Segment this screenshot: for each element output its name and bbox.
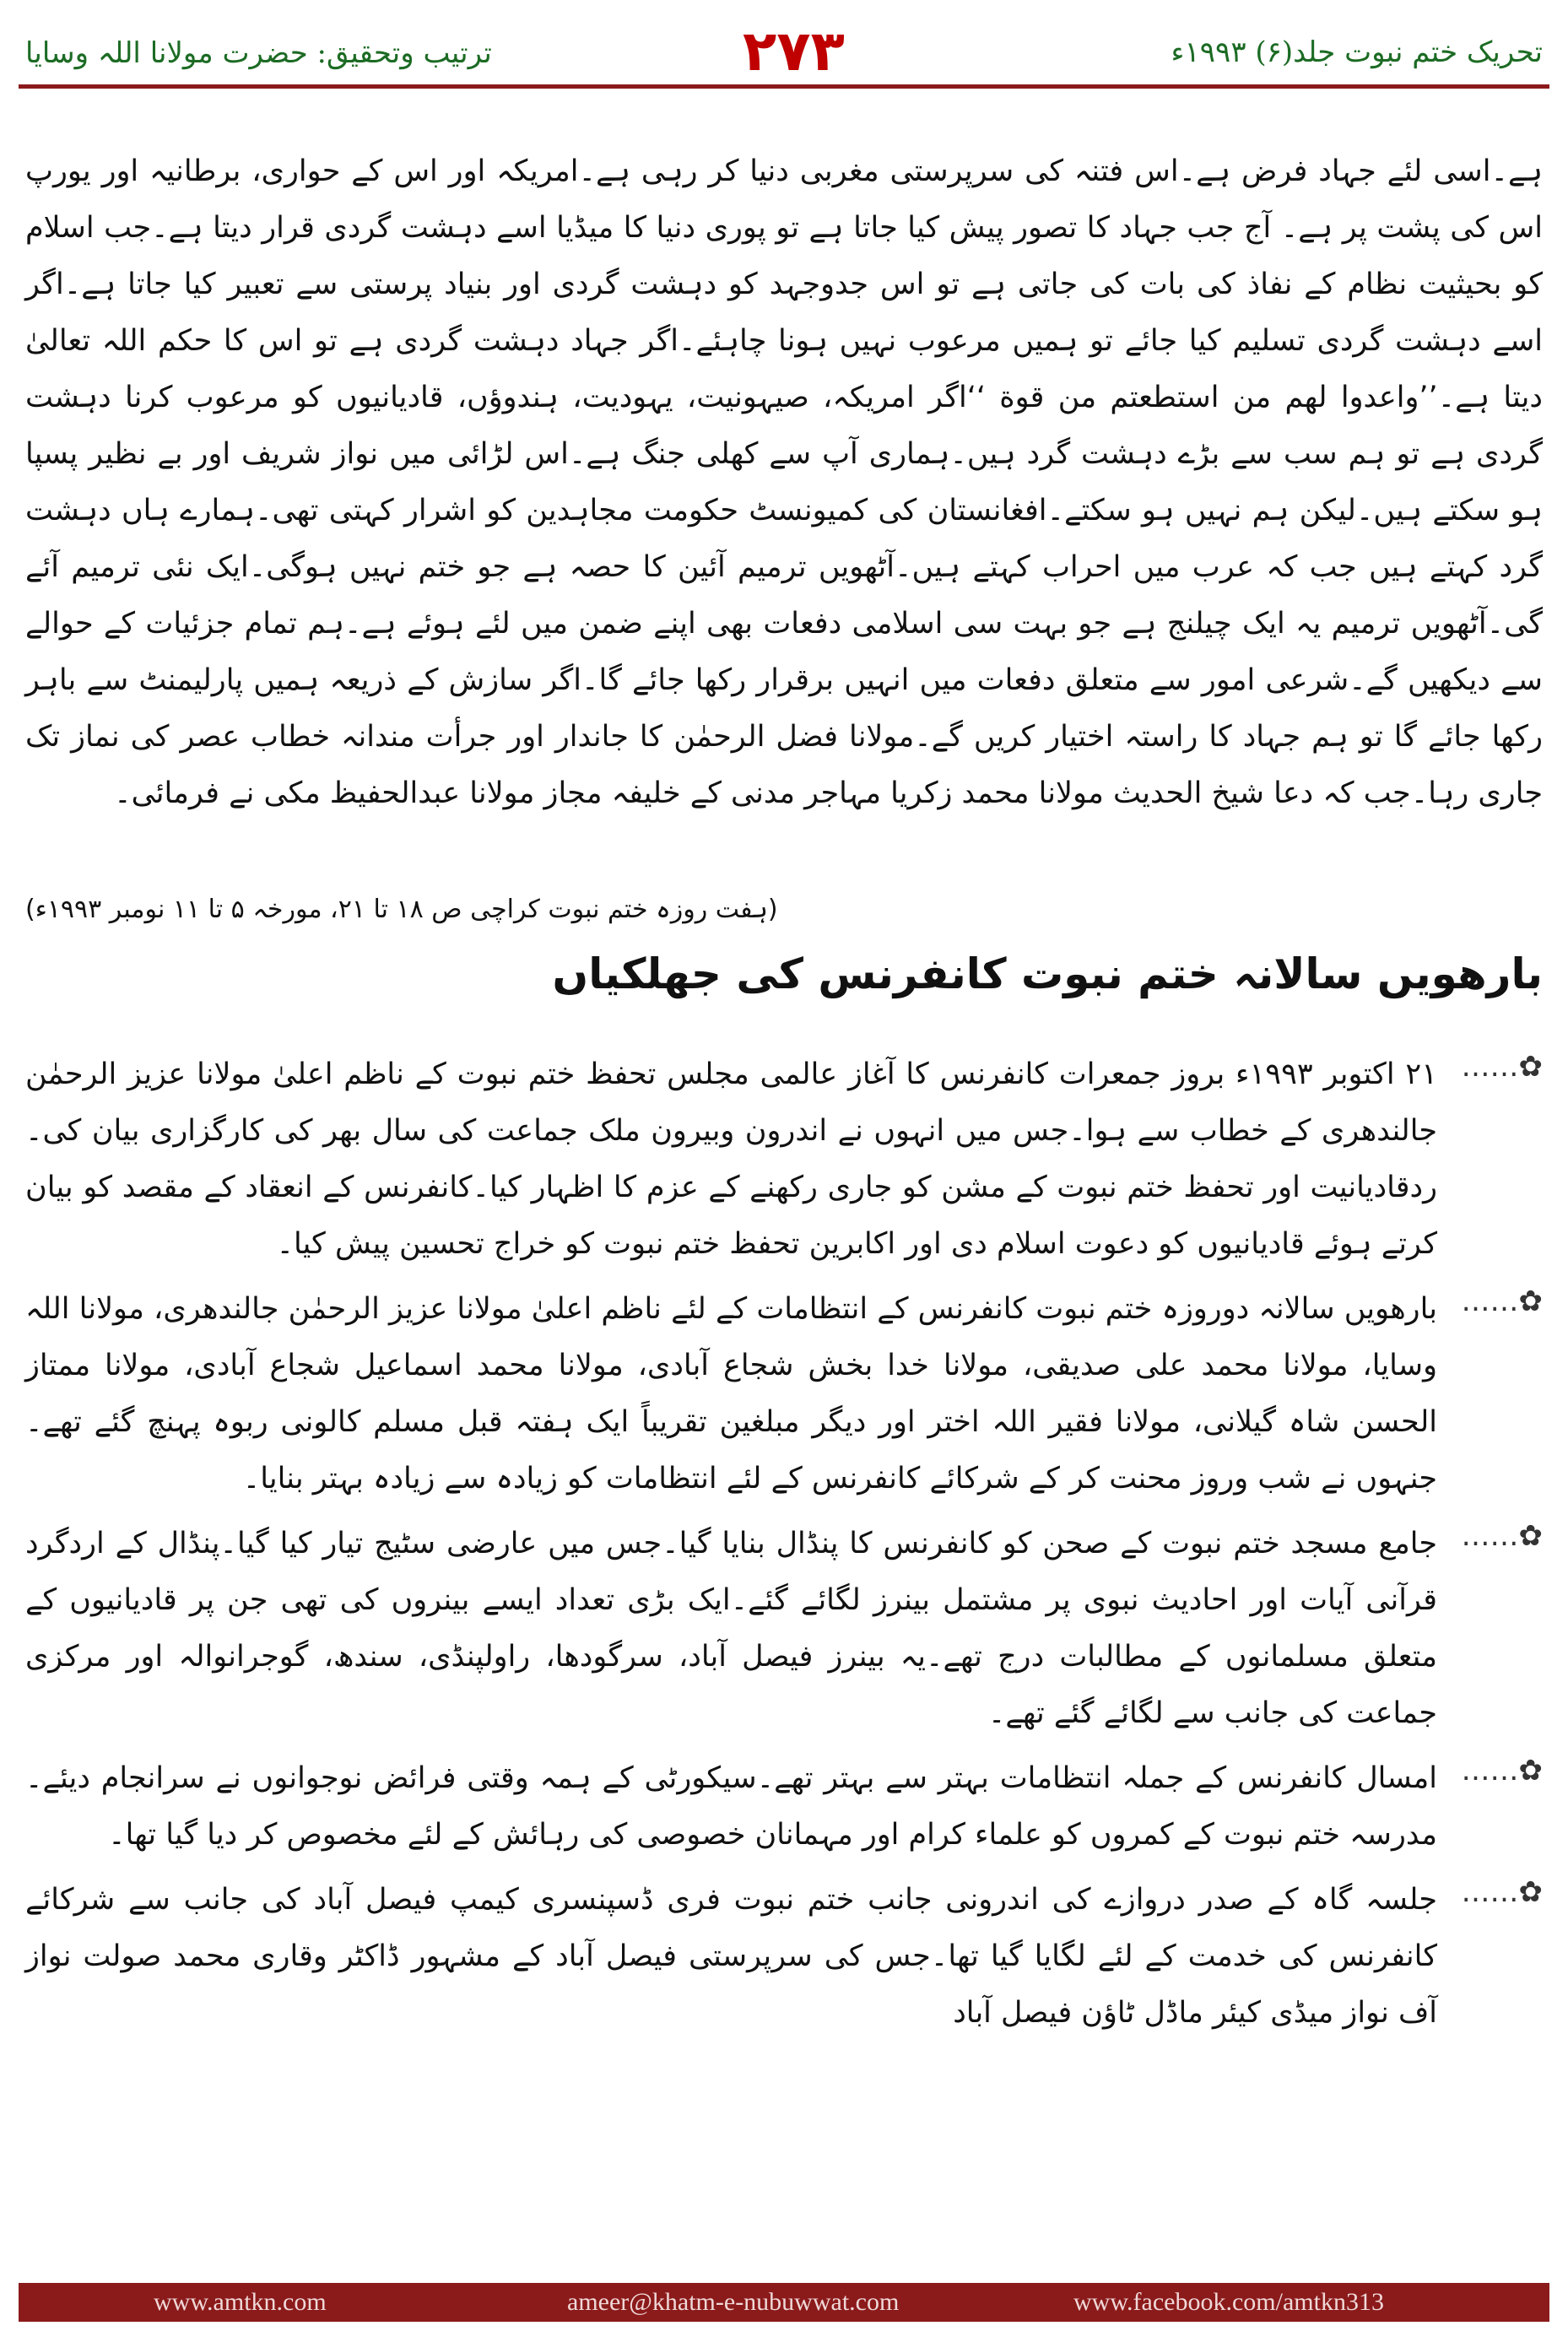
list-item xyxy=(25,1281,1543,1507)
bullet-marker: ……✿ xyxy=(1461,1754,1543,1788)
footer-website-link[interactable]: www.amtkn.com xyxy=(154,2288,327,2316)
star-icon: ✿ xyxy=(1518,1519,1543,1553)
star-icon: ✿ xyxy=(1518,1285,1543,1318)
star-icon: ✿ xyxy=(1518,1050,1543,1084)
bullet-marker: ……✿ xyxy=(1461,1285,1543,1318)
list-item-text: ۲۱ اکتوبر ۱۹۹۳ء بروز جمعرات کانفرنس کا آغاز عالمی مجلس تحفظ ختم نبوت کے ناظم اعلیٰ مولانا عزیز الرحمٰن جالندھری کے خطاب سے ہوا۔جس میں انہوں نے اندرون وبیرون ملک جماعت کی سال بھر کی کارگزاری بیان کی۔ردقادیانیت اور تحفظ ختم نبوت کے مشن کو جاری رکھنے کے عزم کا اظہار کیا۔کانفرنس کے انعقاد کے مقصد کو بیان کرتے ہوئے قادیانیوں کو دعوت اسلام دی اور اکابرین تحفظ ختم نبوت کو خراج تحسین پیش کیا۔ xyxy=(25,1057,1437,1261)
list-item xyxy=(25,1750,1543,1863)
page-number: ۲۷۳ xyxy=(743,19,845,84)
header-book-title: تحریک ختم نبوت جلد(۶) ۱۹۹۳ء xyxy=(1171,35,1543,69)
list-item xyxy=(25,1516,1543,1742)
list-item-text: جامع مسجد ختم نبوت کے صحن کو کانفرنس کا پنڈال بنایا گیا۔جس میں عارضی سٹیج تیار کیا گیا۔پنڈال کے اردگرد قرآنی آیات اور احادیث نبوی پر مشتمل بینرز لگائے گئے۔ایک بڑی تعداد ایسے بینروں کی تھی جن پر قادیانیوں کے متعلق مسلمانوں کے مطالبات درج تھے۔یہ بینرز فیصل آباد، سرگودھا، راولپنڈی، سندھ، گوجرانوالہ اور مرکزی جماعت کی جانب سے لگائے گئے تھے۔ xyxy=(25,1527,1437,1730)
bullet-marker: ……✿ xyxy=(1461,1519,1543,1553)
star-icon: ✿ xyxy=(1518,1754,1543,1788)
bullet-marker: ……✿ xyxy=(1461,1050,1543,1084)
list-item-text: امسال کانفرنس کے جملہ انتظامات بہتر سے بہتر تھے۔سیکورٹی کے ہمہ وقتی فرائض نوجوانوں نے سرانجام دیئے۔مدرسہ ختم نبوت کے کمروں کو علماء کرام اور مہمانان خصوصی کی رہائش کے لئے مخصوص کر دیا گیا تھا۔ xyxy=(25,1761,1437,1852)
bullet-marker: ……✿ xyxy=(1461,1875,1543,1909)
page-footer xyxy=(19,2283,1549,2322)
intro-paragraph: ہے۔اسی لئے جہاد فرض ہے۔اس فتنہ کی سرپرستی مغربی دنیا کر رہی ہے۔امریکہ اور اس کے حواری، برطانیہ اور یورپ اس کی پشت پر ہے۔ آج جب جہاد کا تصور پیش کیا جاتا ہے تو پوری دنیا کا میڈیا اسے دہشت گردی قرار دیتا ہے۔جب اسلام کو بحیثیت نظام کے نفاذ کی بات کی جاتی ہے تو اس جدوجہد کو دہشت گردی اور بنیاد پرستی سے تعبیر کیا جاتا ہے۔اگر اسے دہشت گردی تسلیم کیا جائے تو ہمیں مرعوب نہیں ہونا چاہئے۔اگر جہاد دہشت گردی ہے تو اس کا حکم اللہ تعالیٰ دیتا ہے۔’’واعدوا لهم من استطعتم من قوة ‘‘اگر امریکہ، صیہونیت، یہودیت، ہندوؤں، قادیانیوں کو مرعوب کرنا دہشت گردی ہے تو ہم سب سے بڑے دہشت گرد ہیں۔ہماری آپ سے کھلی جنگ ہے۔اس لڑائی میں نواز شریف اور بے نظیر پسپا ہو سکتے ہیں۔لیکن ہم نہیں ہو سکتے۔افغانستان کی کمیونسٹ حکومت مجاہدین کو اشرار کہتی تھی۔ہمارے ہاں دہشت گرد کہتے ہیں جب کہ عرب میں احراب کہتے ہیں۔آٹھویں ترمیم آئین کا حصہ ہے جو ختم نہیں ہوگی۔ایک نئی ترمیم آئے گی۔آٹھویں ترمیم یہ ایک چیلنج ہے جو بہت سی اسلامی دفعات بھی اپنے ضمن میں لئے ہوئے ہے۔ہم تمام جزئیات کے حوالے سے دیکھیں گے۔شرعی امور سے متعلق دفعات میں انہیں برقرار رکھا جائے گا۔اگر سازش کے ذریعہ ہمیں پارلیمنٹ سے باہر رکھا جائے گا تو ہم جہاد کا راستہ اختیار کریں گے۔مولانا فضل الرحمٰن کا جاندار اور جرأت مندانہ خطاب عصر کی نماز تک جاری رہا۔جب کہ دعا شیخ الحدیث مولانا محمد زکریا مہاجر مدنی کے خلیفہ مجاز مولانا عبدالحفیظ مکی نے فرمائی۔ xyxy=(25,154,1543,810)
source-citation: (ہفت روزہ ختم نبوت کراچی ص ۱۸ تا ۲۱، مورخہ ۵ تا ۱۱ نومبر ۱۹۹۳ء) xyxy=(25,895,778,924)
header-editor-credit: ترتیب وتحقیق: حضرت مولانا اللہ وسایا xyxy=(25,36,492,70)
header-divider xyxy=(19,84,1549,89)
page-header xyxy=(0,0,1568,84)
list-item-text: جلسہ گاہ کے صدر دروازے کی اندرونی جانب ختم نبوت فری ڈسپنسری کیمپ فیصل آباد کی جانب سے شرکائے کانفرنس کی خدمت کے لئے لگایا گیا تھا۔جس کی سرپرستی فیصل آباد کے مشہور ڈاکٹر وقاری محمد صولت نواز آف نواز میڈی کیئر ماڈل ٹاؤن فیصل آباد xyxy=(25,1883,1437,2030)
list-item xyxy=(25,1047,1543,1273)
intro-text xyxy=(25,143,1543,822)
footer-facebook-link[interactable]: www.facebook.com/amtkn313 xyxy=(1073,2288,1384,2316)
highlights-list xyxy=(25,1047,1543,2050)
list-item-text: بارھویں سالانہ دوروزہ ختم نبوت کانفرنس کے انتظامات کے لئے ناظم اعلیٰ مولانا عزیز الرحمٰن جالندھری، مولانا اللہ وسایا، مولانا محمد علی صدیقی، مولانا خدا بخش شجاع آبادی، مولانا محمد اسماعیل شجاع آبادی، مولانا ممتاز الحسن شاہ گیلانی، مولانا فقیر اللہ اختر اور دیگر مبلغین تقریباً ایک ہفتہ قبل مسلم کالونی ربوہ پہنچ گئے تھے۔جنہوں نے شب وروز محنت کر کے شرکائے کانفرنس کے لئے انتظامات کو زیادہ سے زیادہ بہتر بنایا۔ xyxy=(25,1292,1437,1496)
footer-email-link[interactable]: ameer@khatm-e-nubuwwat.com xyxy=(567,2288,900,2316)
star-icon: ✿ xyxy=(1518,1875,1543,1909)
list-item xyxy=(25,1872,1543,2042)
section-heading: بارھویں سالانہ ختم نبوت کانفرنس کی جھلکیاں xyxy=(552,949,1543,998)
intro-section xyxy=(25,143,1543,822)
